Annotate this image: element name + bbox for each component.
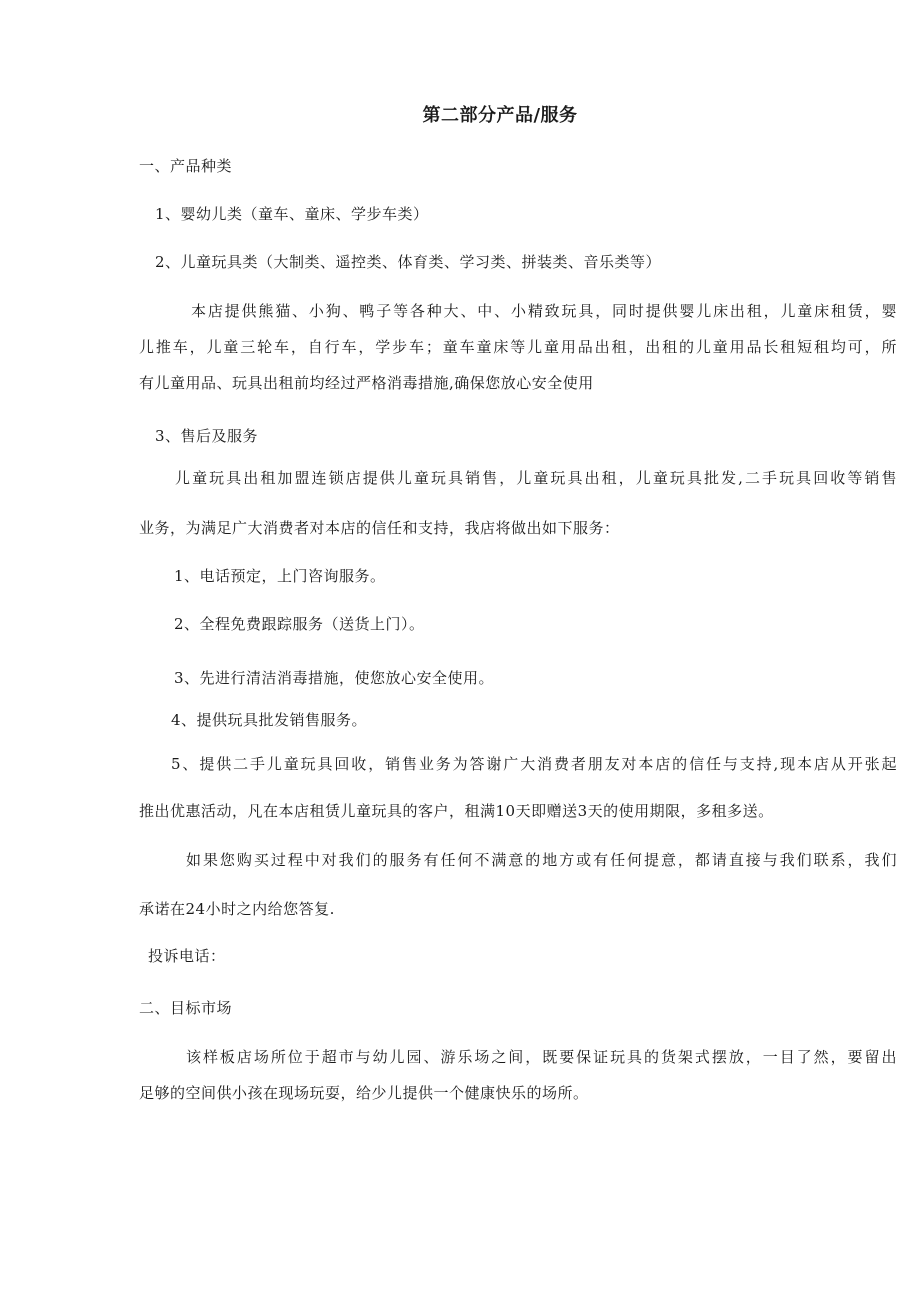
service-item-5-line-1: 5、提供二手儿童玩具回收，销售业务为答谢广大消费者朋友对本店的信任与支持,现本店从开张起 bbox=[171, 755, 897, 773]
after-sales-heading: 3、售后及服务 bbox=[155, 427, 259, 445]
complaint-phone-label: 投诉电话： bbox=[148, 947, 226, 965]
feedback-line-2: 承诺在24小时之内给您答复. bbox=[139, 900, 335, 918]
service-item-4: 4、提供玩具批发销售服务。 bbox=[171, 711, 368, 729]
section-heading-target-market: 二、目标市场 bbox=[139, 999, 233, 1017]
products-paragraph-line-1: 本店提供熊猫、小狗、鸭子等各种大、中、小精致玩具，同时提供婴儿床出租，儿童床租赁，婴 bbox=[191, 302, 897, 320]
product-category-1: 1、婴幼儿类（童车、童床、学步车类） bbox=[155, 205, 429, 223]
feedback-line-1: 如果您购买过程中对我们的服务有任何不满意的地方或有任何提意，都请直接与我们联系，我们 bbox=[186, 851, 897, 869]
target-market-line-2: 足够的空间供小孩在现场玩耍，给少儿提供一个健康快乐的场所。 bbox=[139, 1084, 589, 1102]
service-item-3: 3、先进行清洁消毒措施，使您放心安全使用。 bbox=[174, 669, 495, 687]
service-intro-line-2: 业务，为满足广大消费者对本店的信任和支持，我店将做出如下服务： bbox=[139, 519, 620, 537]
service-item-2: 2、全程免费跟踪服务（送货上门）。 bbox=[174, 615, 425, 633]
products-paragraph-line-3: 有儿童用品、玩具出租前均经过严格消毒措施,确保您放心安全使用 bbox=[139, 374, 594, 392]
service-item-5-line-2: 推出优惠活动，凡在本店租赁儿童玩具的客户，租满10天即赠送3天的使用期限，多租多送。 bbox=[139, 802, 774, 820]
section-heading-products: 一、产品种类 bbox=[139, 157, 233, 175]
target-market-line-1: 该样板店场所位于超市与幼儿园、游乐场之间，既要保证玩具的货架式摆放，一目了然，要留出 bbox=[186, 1048, 897, 1066]
service-intro-line-1: 儿童玩具出租加盟连锁店提供儿童玩具销售，儿童玩具出租，儿童玩具批发,二手玩具回收等销售 bbox=[175, 469, 897, 487]
products-paragraph-line-2: 儿推车，儿童三轮车，自行车，学步车；童车童床等儿童用品出租，出租的儿童用品长租短租均可，所 bbox=[139, 338, 897, 356]
service-item-1: 1、电话预定，上门咨询服务。 bbox=[174, 567, 386, 585]
page-title: 第二部分产品/服务 bbox=[422, 105, 578, 126]
product-category-2: 2、儿童玩具类（大制类、遥控类、体育类、学习类、拼装类、音乐类等） bbox=[155, 253, 662, 271]
